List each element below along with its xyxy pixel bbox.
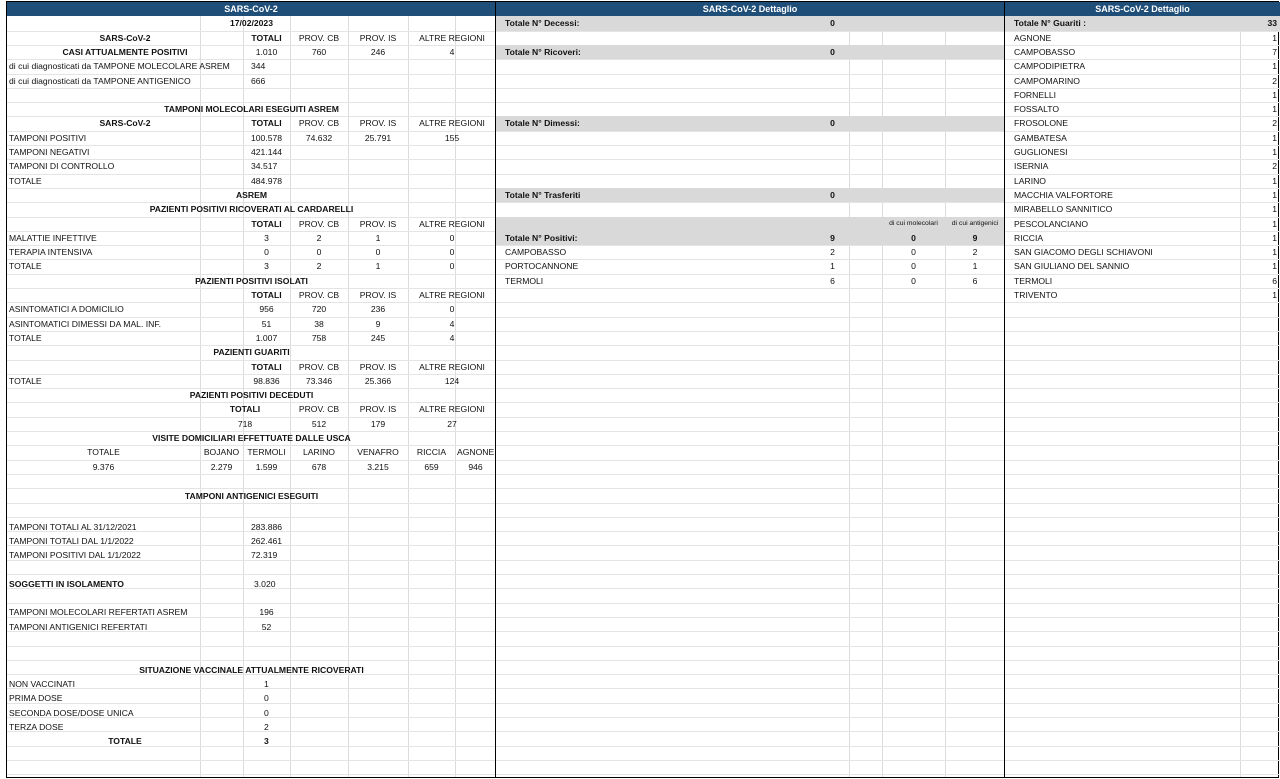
value-cell: 7 xyxy=(1272,46,1277,57)
row-label: TOTALE xyxy=(9,375,42,386)
value-cell: 1 xyxy=(1272,247,1277,258)
value-cell: 3 xyxy=(264,232,269,243)
value-cell: 33 xyxy=(1267,18,1277,29)
value-cell: 666 xyxy=(251,75,266,86)
value-cell: 421.144 xyxy=(251,147,283,157)
section-title: TAMPONI MOLECOLARI ESEGUITI ASREM xyxy=(164,104,339,115)
col-header: PROV. IS xyxy=(359,218,397,229)
value-cell: 1 xyxy=(1272,204,1277,215)
municipality-name: SAN GIACOMO DEGLI SCHIAVONI xyxy=(1014,247,1153,258)
value-cell: 1 xyxy=(1272,232,1277,243)
value-cell: 1 xyxy=(1272,104,1277,115)
col-header: TOTALI xyxy=(251,290,282,300)
value-cell: 9.376 xyxy=(92,461,115,472)
value-cell: 236 xyxy=(370,304,386,315)
table-row xyxy=(7,605,495,619)
value-cell: 6 xyxy=(972,275,978,286)
row-label: NON VACCINATI xyxy=(9,678,76,689)
value-cell: 1 xyxy=(830,261,835,272)
municipality-name: CAMPODIPIETRA xyxy=(1014,61,1086,72)
value-cell: 1 xyxy=(1272,189,1277,200)
col-header: BOJANO xyxy=(203,447,240,458)
row-label: TAMPONI ANTIGENICI REFERTATI xyxy=(9,621,148,632)
table-row xyxy=(7,174,495,188)
col-header: PROV. CB xyxy=(298,32,340,43)
value-cell: 946 xyxy=(468,461,483,472)
value-cell: 2 xyxy=(1272,118,1277,129)
municipality-name: RICCIA xyxy=(1014,232,1044,243)
value-cell: 38 xyxy=(314,318,324,329)
list-item xyxy=(1005,31,1280,45)
value-cell: 0 xyxy=(911,261,916,272)
vaccinale-total-row xyxy=(7,734,495,748)
table-row xyxy=(7,706,495,720)
value-cell: 25.791 xyxy=(364,132,392,143)
section-title: PAZIENTI POSITIVI ISOLATI xyxy=(195,275,308,286)
row-label: Totale N° Positivi: xyxy=(505,232,578,243)
table-row xyxy=(7,677,495,691)
list-item xyxy=(1005,116,1280,130)
col-header: PROV. IS xyxy=(359,32,397,43)
row-label: TAMPONI TOTALI DAL 1/1/2022 xyxy=(9,535,134,546)
trasferiti-row xyxy=(496,188,1004,202)
molecolare-row xyxy=(7,59,495,73)
municipality-name: GUGLIONESI xyxy=(1014,147,1068,157)
value-cell: 718 xyxy=(237,418,253,429)
usca-values-row xyxy=(7,460,495,474)
casi-positivi-row xyxy=(7,45,495,59)
table-row xyxy=(7,720,495,734)
col-header: PROV. CB xyxy=(298,218,340,229)
table-row xyxy=(7,231,495,245)
value-cell: 344 xyxy=(251,61,266,72)
date-row xyxy=(7,16,495,30)
value-cell: 155 xyxy=(444,132,460,143)
list-item xyxy=(1005,131,1280,145)
value-cell: 27 xyxy=(447,418,457,429)
list-item xyxy=(1005,102,1280,116)
col-header: PROV. CB xyxy=(298,361,340,372)
value-cell: 2.279 xyxy=(210,461,233,472)
value-cell: 0 xyxy=(449,247,455,258)
value-cell: 1 xyxy=(1272,218,1277,229)
value-cell: 283.886 xyxy=(251,521,283,532)
col-header: PROV. CB xyxy=(298,404,340,415)
table-row xyxy=(7,374,495,388)
municipality-name: CAMPOMARINO xyxy=(1014,75,1080,86)
value-cell: 9 xyxy=(830,232,835,243)
value-cell: 6 xyxy=(1272,275,1277,286)
tamponi-mol-title-row xyxy=(7,102,495,116)
value-cell: 2 xyxy=(972,247,978,258)
value-cell: 1 xyxy=(1272,261,1277,272)
col-header: di cui antigenici xyxy=(951,219,999,227)
value-cell: 659 xyxy=(424,461,439,472)
row-label: TOTALE xyxy=(108,736,142,747)
municipality-name: PESCOLANCIANO xyxy=(1014,218,1089,229)
value-cell: 4 xyxy=(449,332,455,343)
col-header: TOTALE xyxy=(87,447,120,458)
value-cell: 196 xyxy=(259,607,274,618)
list-item xyxy=(1005,288,1280,302)
casi-header-row xyxy=(7,31,495,45)
value-cell: 0 xyxy=(264,707,269,718)
table-row xyxy=(7,317,495,331)
value-cell: 758 xyxy=(311,332,327,343)
middle-panel xyxy=(496,2,1005,777)
value-cell: 956 xyxy=(259,304,274,315)
col-header: TOTALI xyxy=(251,32,282,43)
casi-col-title: SARS-CoV-2 xyxy=(99,32,151,43)
value-cell: 1.599 xyxy=(255,461,278,472)
middle-panel-header: SARS-CoV-2 Dettaglio xyxy=(496,2,1004,16)
right-panel-header: SARS-CoV-2 Dettaglio xyxy=(1005,2,1280,16)
list-item xyxy=(1005,74,1280,88)
row-label: TERZA DOSE xyxy=(9,721,64,732)
col-header: ALTRE REGIONI xyxy=(419,32,485,43)
row-label: TAMPONI POSITIVI xyxy=(9,132,87,143)
value-cell: 1 xyxy=(1272,175,1277,186)
municipality-name: ISERNIA xyxy=(1014,161,1049,172)
section-title: VISITE DOMICILIARI EFFETTUATE DALLE USCA xyxy=(152,433,351,443)
list-item xyxy=(496,274,1004,288)
value-cell: 2 xyxy=(316,232,322,243)
ricoverati-header-row xyxy=(7,217,495,231)
deceduti-title-row xyxy=(7,388,495,402)
value-cell: 1 xyxy=(1272,61,1277,72)
value-cell: 73.346 xyxy=(305,375,333,386)
row-label: TERAPIA INTENSIVA xyxy=(9,247,93,258)
guariti-header-row xyxy=(7,360,495,374)
list-item xyxy=(1005,45,1280,59)
municipality-name: FORNELLI xyxy=(1014,89,1057,100)
row-label: Totale N° Dimessi: xyxy=(505,118,580,129)
value-cell: 9 xyxy=(972,232,978,243)
row-label: SOGGETTI IN ISOLAMENTO xyxy=(9,578,124,589)
value-cell: 74.632 xyxy=(305,132,333,143)
left-panel xyxy=(7,2,496,777)
table-row xyxy=(7,145,495,159)
right-panel xyxy=(1005,2,1280,777)
col-header: ALTRE REGIONI xyxy=(419,118,485,129)
value-cell: 246 xyxy=(370,46,386,57)
value-cell: 1 xyxy=(1272,132,1277,143)
value-cell: 1 xyxy=(264,678,269,689)
row-label: Totale N° Trasferiti xyxy=(505,189,581,200)
value-cell: 1 xyxy=(1272,89,1277,100)
value-cell: 3 xyxy=(264,261,269,272)
col-header: PROV. IS xyxy=(359,290,397,300)
left-panel-header: SARS-CoV-2 xyxy=(7,2,495,16)
list-item xyxy=(1005,245,1280,259)
decessi-row xyxy=(496,16,1004,30)
value-cell: 1.007 xyxy=(255,332,278,343)
row-label: MALATTIE INFETTIVE xyxy=(9,232,97,243)
value-cell: 98.836 xyxy=(253,375,280,386)
value-cell: 0 xyxy=(830,46,835,57)
row-label: CASI ATTUALMENTE POSITIVI xyxy=(62,46,188,57)
section-title: ASREM xyxy=(235,189,268,200)
section-title: PAZIENTI POSITIVI DECEDUTI xyxy=(189,390,314,401)
value-cell: 3.020 xyxy=(254,578,276,589)
value-cell: 0 xyxy=(911,232,916,243)
table-row xyxy=(7,534,495,548)
municipality-name: MIRABELLO SANNITICO xyxy=(1014,204,1113,215)
table-row xyxy=(7,691,495,705)
dimessi-row xyxy=(496,116,1004,130)
value-cell: 720 xyxy=(311,304,327,315)
section-title: PAZIENTI GUARITI xyxy=(213,347,290,358)
col-header: TOTALI xyxy=(229,404,261,415)
value-cell: 0 xyxy=(449,304,455,315)
row-label: di cui diagnosticati da TAMPONE MOLECOLARE ASREM xyxy=(9,61,230,72)
asrem-row xyxy=(7,188,495,202)
tamponi-mol-header-row xyxy=(7,116,495,130)
list-item xyxy=(1005,188,1280,202)
value-cell: 0 xyxy=(449,232,455,243)
value-cell: 245 xyxy=(370,332,386,343)
list-item xyxy=(1005,231,1280,245)
vaccinale-title-row xyxy=(7,663,495,677)
value-cell: 2 xyxy=(830,247,835,258)
col-header: PROV. IS xyxy=(359,361,397,372)
row-label: TOTALE xyxy=(9,332,42,343)
value-cell: 9 xyxy=(375,318,381,329)
col-header: TERMOLI xyxy=(247,447,286,458)
value-cell: 0 xyxy=(830,18,835,29)
value-cell: 6 xyxy=(830,275,835,286)
list-item xyxy=(1005,217,1280,231)
row-label: CAMPOBASSO xyxy=(505,247,567,258)
table-row xyxy=(7,245,495,259)
municipality-name: GAMBATESA xyxy=(1014,132,1067,143)
row-label: TOTALE xyxy=(9,175,42,186)
col-header: PROV. CB xyxy=(298,118,340,129)
value-cell: 512 xyxy=(311,418,327,429)
row-label: ASINTOMATICI A DOMICILIO xyxy=(9,304,124,315)
row-label: PORTOCANNONE xyxy=(505,261,579,272)
row-label: TAMPONI NEGATIVI xyxy=(9,147,90,157)
municipality-name: TRIVENTO xyxy=(1014,290,1058,300)
positivi-total-row xyxy=(496,231,1004,245)
municipality-name: CAMPOBASSO xyxy=(1014,46,1076,57)
value-cell: 1 xyxy=(1272,290,1277,300)
value-cell: 678 xyxy=(311,461,327,472)
value-cell: 51 xyxy=(261,318,272,329)
list-item xyxy=(1005,59,1280,73)
row-label: TAMPONI DI CONTROLLO xyxy=(9,161,115,172)
value-cell: 2 xyxy=(1272,75,1277,86)
value-cell: 0 xyxy=(830,189,835,200)
value-cell: 262.461 xyxy=(251,535,283,546)
list-item xyxy=(1005,174,1280,188)
col-header: ALTRE REGIONI xyxy=(419,361,485,372)
col-header: TOTALI xyxy=(251,218,282,229)
row-label: TOTALE xyxy=(9,261,42,272)
value-cell: 0 xyxy=(911,275,916,286)
value-cell: 2 xyxy=(316,261,322,272)
value-cell: 72.319 xyxy=(251,550,278,561)
row-label: SECONDA DOSE/DOSE UNICA xyxy=(9,707,134,718)
isolati-header-row xyxy=(7,288,495,302)
value-cell: 484.978 xyxy=(251,175,283,186)
row-label: Totale N° Guariti : xyxy=(1014,18,1087,29)
value-cell: 1 xyxy=(972,261,978,272)
col-header: TOTALI xyxy=(251,118,282,129)
row-label: TAMPONI POSITIVI DAL 1/1/2022 xyxy=(9,550,141,561)
col-header: RICCIA xyxy=(416,447,447,458)
guariti-title-row xyxy=(7,345,495,359)
municipality-name: FOSSALTO xyxy=(1014,104,1060,115)
row-label: Totale N° Decessi: xyxy=(505,18,580,29)
row-label: TAMPONI MOLECOLARI REFERTATI ASREM xyxy=(9,607,188,618)
row-label: TAMPONI TOTALI AL 31/12/2021 xyxy=(9,521,137,532)
value-cell: 4 xyxy=(449,46,455,57)
antigenico-row xyxy=(7,74,495,88)
section-title: PAZIENTI POSITIVI RICOVERATI AL CARDARELLI xyxy=(149,204,354,215)
value-cell: 2 xyxy=(264,721,269,732)
value-cell: 0 xyxy=(830,118,835,129)
municipality-name: AGNONE xyxy=(1014,32,1052,43)
list-item xyxy=(1005,259,1280,273)
col-header: di cui molecolari xyxy=(889,219,938,227)
table-row xyxy=(7,302,495,316)
municipality-name: LARINO xyxy=(1014,175,1046,186)
col-header: AGNONE xyxy=(457,447,495,458)
report-date: 17/02/2023 xyxy=(229,18,273,29)
section-title: SITUAZIONE VACCINALE ATTUALMENTE RICOVERATI xyxy=(139,664,364,675)
section-title: TAMPONI ANTIGENICI ESEGUITI xyxy=(184,491,319,502)
table-row xyxy=(7,131,495,145)
guariti-total-row xyxy=(1005,16,1280,30)
usca-title-row xyxy=(7,431,495,445)
col-header: PROV. CB xyxy=(298,290,340,300)
value-cell: 100.578 xyxy=(251,132,283,143)
value-cell: 3 xyxy=(264,736,269,747)
list-item xyxy=(496,245,1004,259)
col-header: ALTRE REGIONI xyxy=(419,290,485,300)
value-cell: 0 xyxy=(316,247,322,258)
table-row xyxy=(7,548,495,562)
deceduti-header-row xyxy=(7,402,495,416)
municipality-name: TERMOLI xyxy=(1014,275,1053,286)
row-label: PRIMA DOSE xyxy=(9,693,63,704)
value-cell: 760 xyxy=(311,46,327,57)
table-row xyxy=(7,620,495,634)
value-cell: 25.366 xyxy=(364,375,392,386)
value-cell: 0 xyxy=(911,247,916,258)
col-title: SARS-CoV-2 xyxy=(99,118,151,129)
municipality-name: SAN GIULIANO DEL SANNIO xyxy=(1014,261,1130,272)
value-cell: 1 xyxy=(1272,147,1277,157)
value-cell: 1 xyxy=(1272,32,1277,43)
col-header: PROV. IS xyxy=(359,404,397,415)
list-item xyxy=(1005,274,1280,288)
table-row xyxy=(7,259,495,273)
table-row xyxy=(7,520,495,534)
col-header: ALTRE REGIONI xyxy=(419,218,485,229)
col-header: TOTALI xyxy=(251,361,282,372)
value-cell: 124 xyxy=(444,375,460,386)
value-cell: 179 xyxy=(370,418,386,429)
positivi-subheader-row xyxy=(496,217,1004,231)
col-header: LARINO xyxy=(303,447,335,458)
isolati-title-row xyxy=(7,274,495,288)
value-cell: 1 xyxy=(375,261,381,272)
list-item xyxy=(496,259,1004,273)
usca-header-row xyxy=(7,445,495,459)
value-cell: 0 xyxy=(449,261,455,272)
value-cell: 1.010 xyxy=(255,46,278,57)
row-label: Totale N° Ricoveri: xyxy=(505,46,581,57)
municipality-name: FROSOLONE xyxy=(1014,118,1068,129)
list-item xyxy=(1005,145,1280,159)
isolamento-row xyxy=(7,577,495,591)
table-row xyxy=(7,331,495,345)
value-cell: 0 xyxy=(264,247,269,258)
municipality-name: MACCHIA VALFORTORE xyxy=(1014,189,1113,200)
value-cell: 3.215 xyxy=(367,461,389,472)
col-header: VENAFRO xyxy=(357,447,399,458)
table-row xyxy=(7,417,495,431)
value-cell: 4 xyxy=(449,318,455,329)
list-item xyxy=(1005,202,1280,216)
value-cell: 52 xyxy=(261,621,272,632)
list-item xyxy=(1005,159,1280,173)
row-label: ASINTOMATICI DIMESSI DA MAL. INF. xyxy=(9,318,162,329)
value-cell: 0 xyxy=(264,693,269,704)
spreadsheet xyxy=(6,1,1279,778)
value-cell: 0 xyxy=(375,247,381,258)
list-item xyxy=(1005,88,1280,102)
ricoverati-title-row xyxy=(7,202,495,216)
row-label: di cui diagnosticati da TAMPONE ANTIGENICO xyxy=(9,75,191,86)
col-header: PROV. IS xyxy=(359,118,397,129)
col-header: ALTRE REGIONI xyxy=(419,404,485,415)
row-label: TERMOLI xyxy=(505,275,544,286)
ricoveri-row xyxy=(496,45,1004,59)
table-row xyxy=(7,159,495,173)
antigenici-title-row xyxy=(7,488,495,505)
value-cell: 2 xyxy=(1272,161,1277,172)
value-cell: 34.517 xyxy=(251,161,278,172)
value-cell: 1 xyxy=(375,232,381,243)
